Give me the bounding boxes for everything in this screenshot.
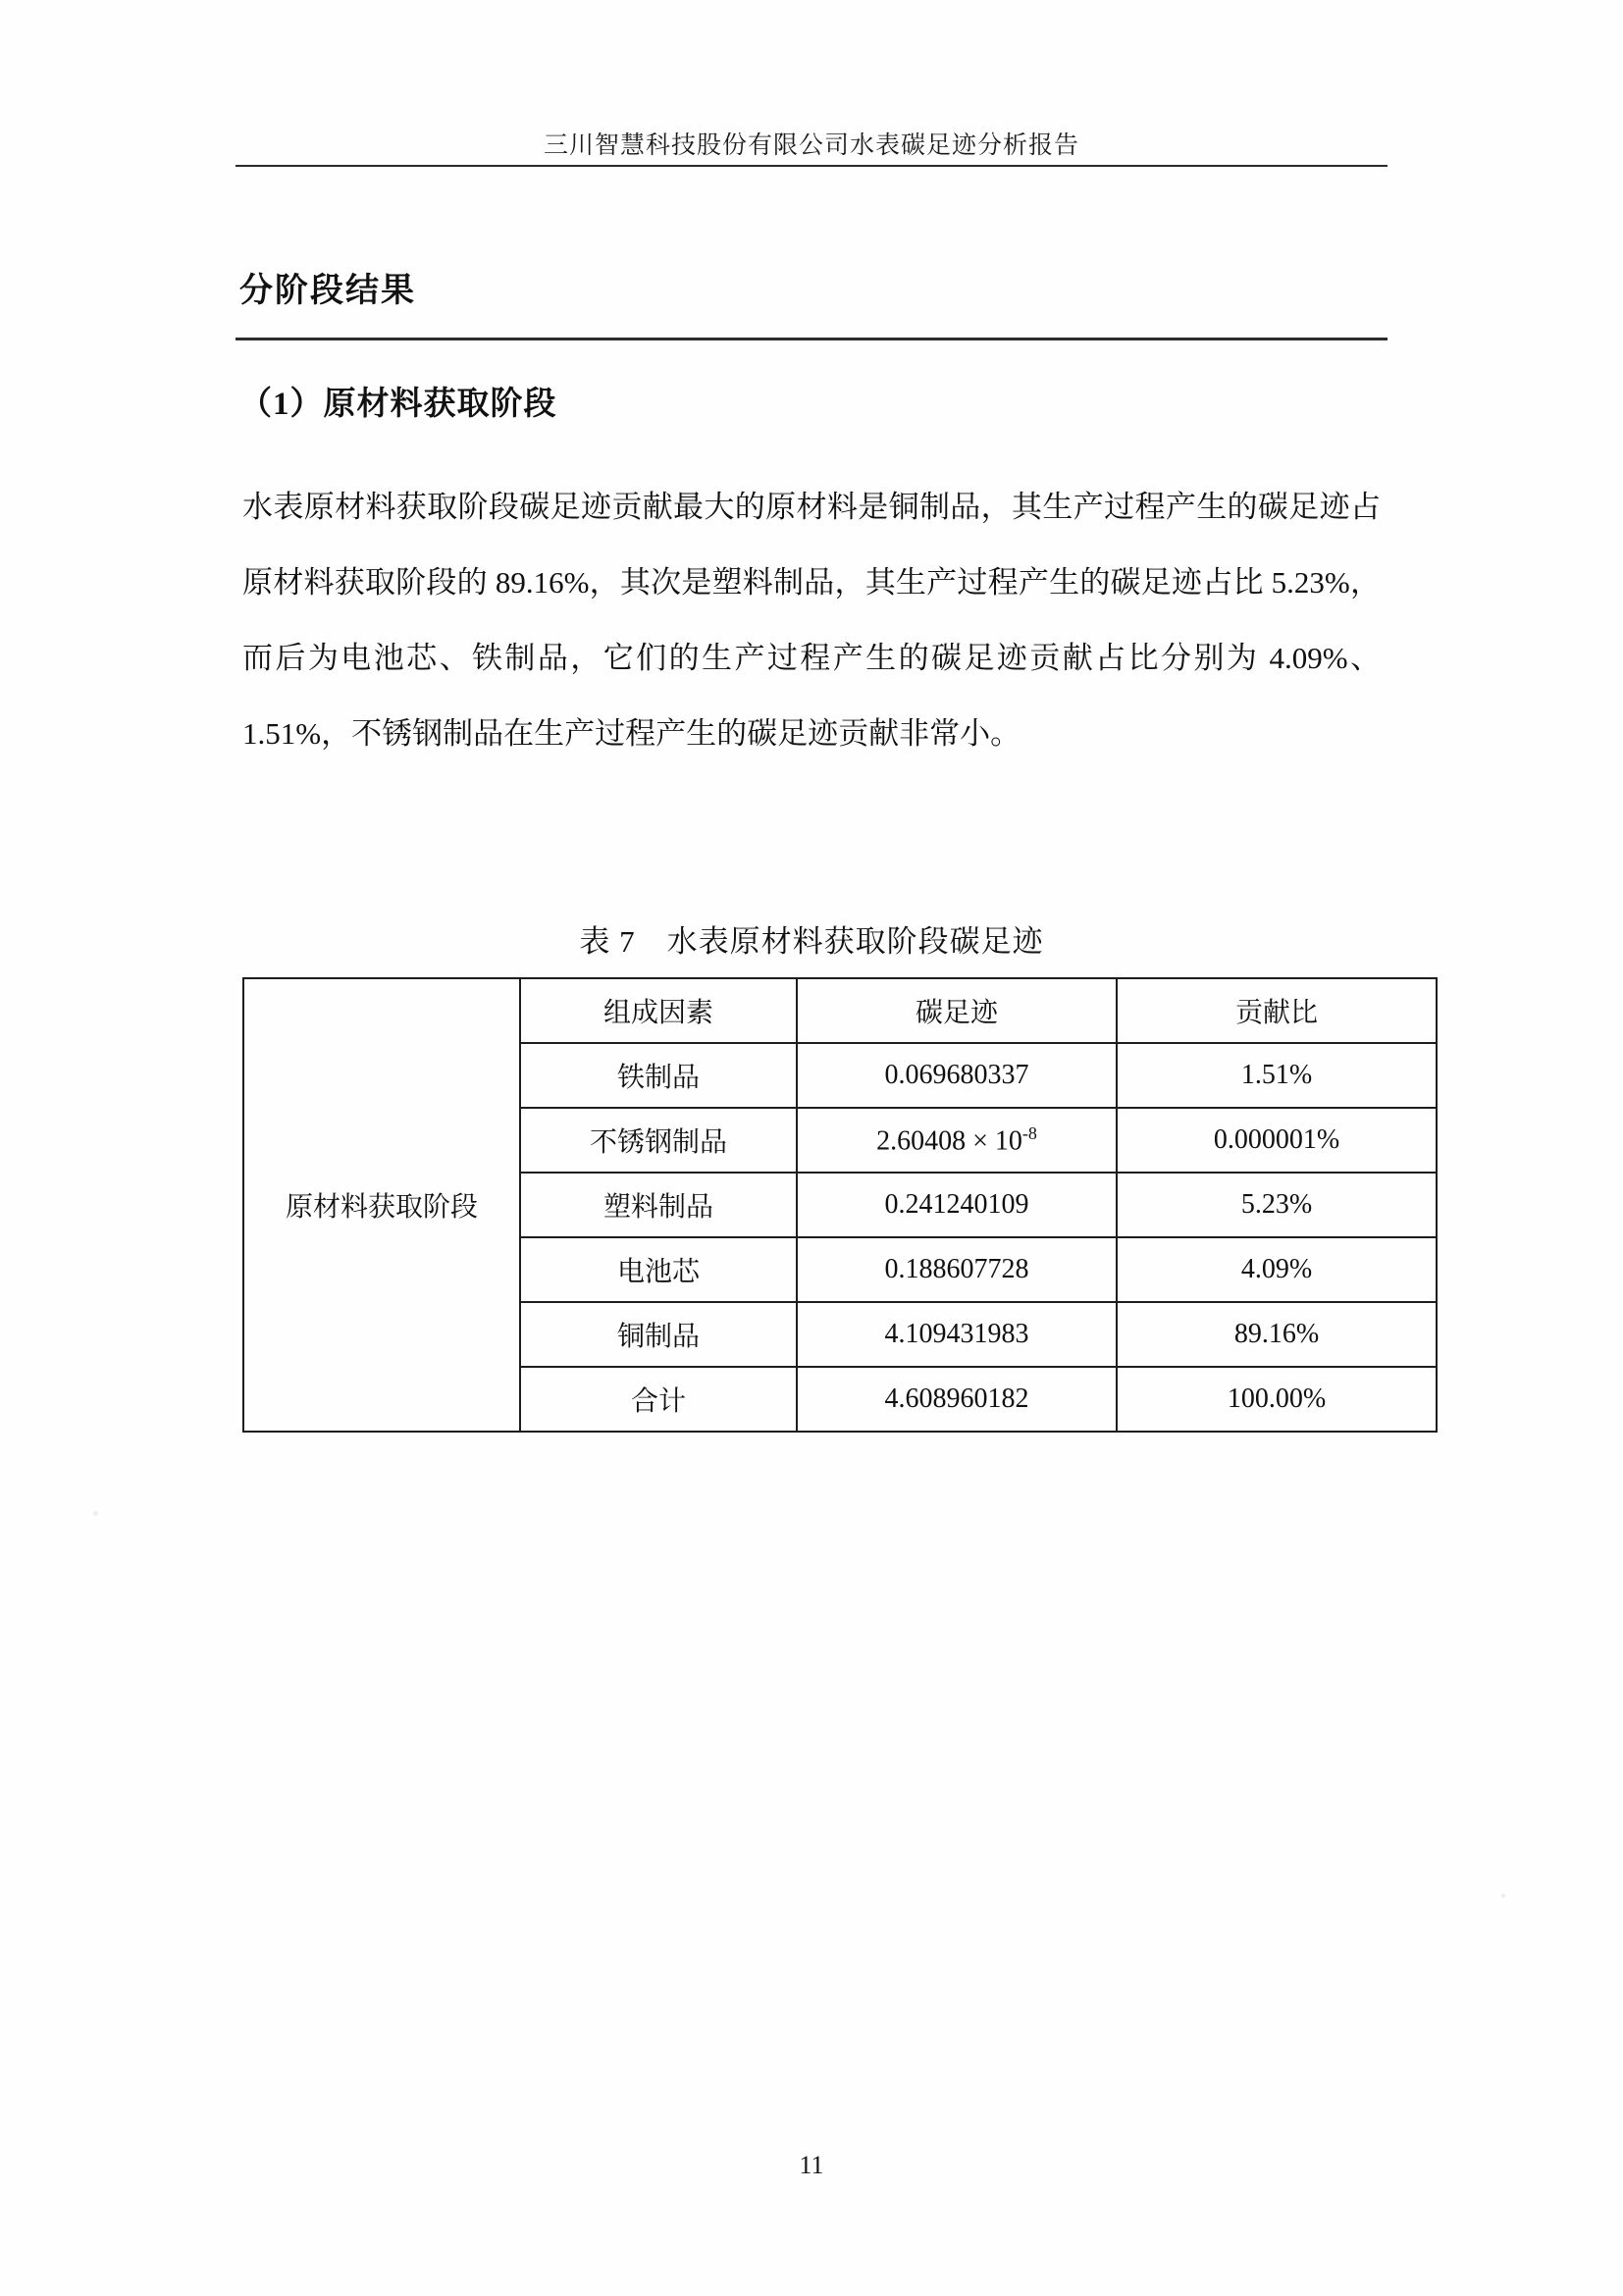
scan-speckle (93, 1511, 98, 1516)
cell-factor: 塑料制品 (520, 1173, 797, 1237)
cell-share: 89.16% (1117, 1302, 1437, 1367)
cell-share: 4.09% (1117, 1237, 1437, 1302)
table-caption: 表 7 水表原材料获取阶段碳足迹 (579, 924, 1044, 959)
section-heading-divider (236, 338, 1387, 340)
scan-speckle (1501, 1894, 1505, 1898)
stage-cell: 原材料获取阶段 (243, 978, 520, 1432)
column-header-factor: 组成因素 (520, 978, 797, 1043)
cell-value: 0.069680337 (797, 1043, 1117, 1108)
cell-factor: 铜制品 (520, 1302, 797, 1367)
column-header-value: 碳足迹 (797, 978, 1117, 1043)
cell-share: 5.23% (1117, 1173, 1437, 1237)
section-heading: 分阶段结果 (239, 271, 416, 310)
cell-factor-total: 合计 (520, 1367, 797, 1432)
subsection-heading: （1）原材料获取阶段 (239, 387, 557, 422)
column-header-share: 贡献比 (1117, 978, 1437, 1043)
cell-factor: 电池芯 (520, 1237, 797, 1302)
running-header: 三川智慧科技股份有限公司水表碳足迹分析报告 (543, 132, 1079, 159)
cell-value-total: 4.608960182 (797, 1367, 1117, 1432)
cell-factor: 铁制品 (520, 1043, 797, 1108)
cell-value-exponent: -8 (1021, 1122, 1037, 1143)
cell-share: 1.51% (1117, 1043, 1437, 1108)
cell-value: 4.109431983 (797, 1302, 1117, 1367)
cell-share-total: 100.00% (1117, 1367, 1437, 1432)
cell-value-base: 2.60408 × 10 (876, 1125, 1022, 1157)
cell-value: 0.188607728 (797, 1237, 1117, 1302)
table-row (243, 978, 1437, 1043)
page-number: 11 (799, 2151, 824, 2179)
body-paragraph: 水表原材料获取阶段碳足迹贡献最大的原材料是铜制品，其生产过程产生的碳足迹占原材料获取阶段的 89.16%，其次是塑料制品，其生产过程产生的碳足迹占比 5.23%，而后为电池芯、铁制品，它们的生产过程产生的碳足迹贡献占比分别为 4.09%、1.51%，不锈钢制品在生产过程产生的碳足迹贡献非常小。 (242, 490, 1381, 751)
cell-share: 0.000001% (1117, 1108, 1437, 1173)
carbon-footprint-table (242, 977, 1381, 1433)
cell-value (797, 1108, 1117, 1173)
cell-value: 0.241240109 (797, 1173, 1117, 1237)
header-divider (236, 165, 1387, 167)
cell-factor: 不锈钢制品 (520, 1108, 797, 1173)
